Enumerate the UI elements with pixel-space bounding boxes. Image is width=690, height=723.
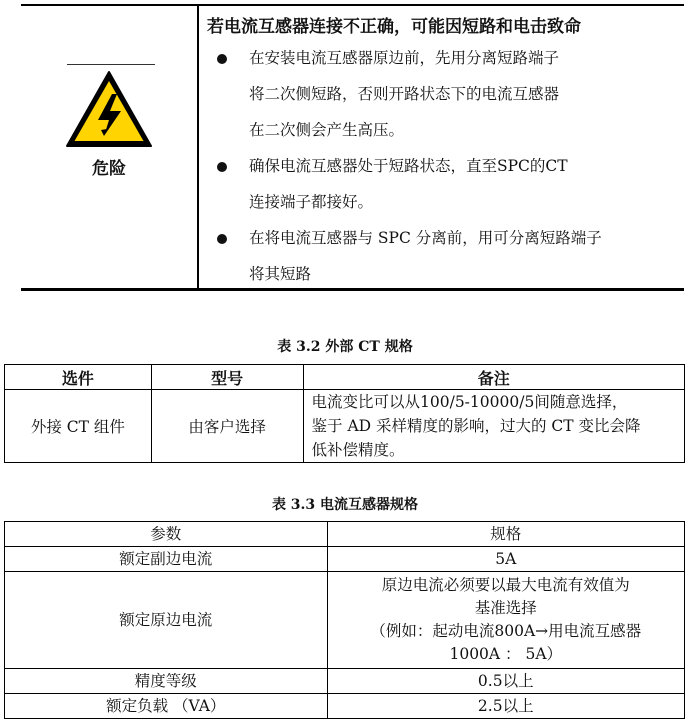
warning-line: 在安装电流互感器原边前，先用分离短路端子 [249,49,560,67]
warning-symbol-column [21,4,197,291]
model-cell: 由客户选择 [151,390,303,463]
spec-line: （例如：起动电流800A→用电流互感器 [370,622,642,640]
note-cell [303,390,684,463]
note-line: 电流变比可以从100/5-10000/5间随意选择， [311,393,628,411]
parameter-cell: 精度等级 [5,669,328,694]
spec-cell [327,572,684,669]
table-row [5,547,685,572]
bullet-icon [217,54,227,64]
column-header-note: 备注 [303,365,684,390]
bullet-icon [217,162,227,172]
warning-line: 在二次侧会产生高压。 [249,121,405,139]
column-header-model: 型号 [151,365,303,390]
option-cell: 外接 CT 组件 [5,390,152,463]
note-line: 鉴于 AD 采样精度的影响，过大的 CT 变比会降 [311,417,641,435]
external-ct-spec-table [4,364,685,463]
warning-column-divider [197,4,199,291]
table-row [5,390,685,463]
column-header-spec: 规格 [327,522,684,547]
table-row [5,669,685,694]
warning-line: 将二次侧短路，否则开路状态下的电流互感器 [249,85,560,103]
spec-cell: 0.5以上 [327,669,684,694]
table-header-row [5,365,685,390]
high-voltage-warning-icon [65,70,153,148]
parameter-cell: 额定副边电流 [5,547,328,572]
table-row [5,694,685,719]
icon-top-line [67,64,155,65]
spec-cell: 2.5以上 [327,694,684,719]
spec-line: 基准选择 [474,599,537,617]
note-line: 低补偿精度。 [311,441,405,459]
spec-cell: 5A [327,547,684,572]
warning-line: 将其短路 [249,265,312,283]
spec-line: 原边电流必须要以最大电流有效值为 [381,576,630,594]
warning-line: 连接端子都接好。 [249,193,374,211]
warning-headline: 若电流互感器连接不正确，可能因短路和电击致命 [207,17,581,37]
table-3-2-caption: 表 3.2 外部 CT 规格 [277,339,413,355]
table-3-3-caption: 表 3.3 电流互感器规格 [271,497,419,513]
table-header-row [5,522,685,547]
column-header-option: 选件 [5,365,152,390]
warning-line: 确保电流互感器处于短路状态，直至SPC的CT [249,157,568,175]
current-transformer-spec-table [4,521,685,719]
table-row [5,572,685,669]
parameter-cell: 额定原边电流 [5,572,328,669]
warning-line: 在将电流互感器与 SPC 分离前，用可分离短路端子 [249,229,602,247]
bullet-icon [217,234,227,244]
danger-warning-box [21,4,684,291]
parameter-cell: 额定负载 （VA） [5,694,328,719]
spec-line: 1000A ： 5A） [449,645,563,663]
warning-text-column [207,4,684,291]
column-header-parameter: 参数 [5,522,328,547]
danger-label: 危险 [92,159,126,179]
